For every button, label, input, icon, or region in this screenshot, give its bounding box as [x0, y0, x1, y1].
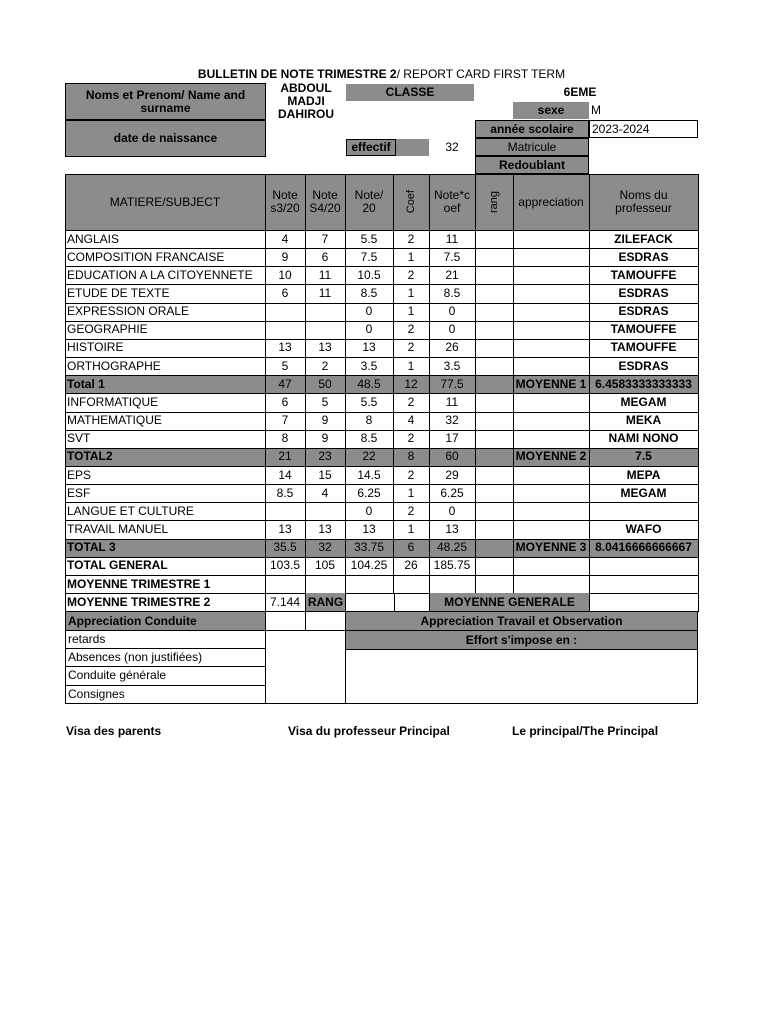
- header-note-s3: Note s3/20: [270, 188, 300, 215]
- cell-coef: 2: [407, 267, 415, 282]
- grid-line: [305, 174, 306, 593]
- cell-s3: 10: [278, 267, 292, 282]
- cell-nc: 17: [445, 431, 459, 446]
- grid-line: [65, 303, 698, 304]
- conduite-box1: [265, 612, 306, 631]
- effectif-gap: [396, 139, 429, 156]
- effort-label: Effort s'impose en :: [345, 630, 698, 650]
- cell-nc: 0: [448, 503, 456, 518]
- cell-note: 6.25: [357, 485, 381, 500]
- cell-s4: 11: [318, 267, 332, 282]
- cell-app: [513, 248, 589, 266]
- cell-s4: 13: [318, 521, 332, 536]
- cell-nc: 11: [445, 231, 459, 246]
- grid-line: [345, 174, 346, 593]
- cell-coef: 1: [407, 358, 415, 373]
- grid-line: [65, 266, 698, 267]
- cell-note: 22: [362, 449, 376, 464]
- grid-line: [65, 520, 698, 521]
- cell-prof: ESDRAS: [618, 358, 669, 373]
- cell-prof: TAMOUFFE: [610, 340, 677, 355]
- cell-rang: [475, 539, 513, 557]
- grid-line: [698, 174, 699, 593]
- cell-prof: MEGAM: [620, 485, 667, 500]
- cell-rang: [475, 448, 513, 466]
- cell-app: [513, 484, 589, 502]
- cell-app: MOYENNE 1: [515, 376, 587, 391]
- header-coef-text: Coef: [404, 190, 417, 214]
- cell-subject: SVT: [67, 431, 91, 446]
- cell-s3: [265, 321, 305, 339]
- cell-subject: GEOGRAPHIE: [67, 322, 148, 337]
- cell-subject: LANGUE ET CULTURE: [67, 503, 194, 518]
- cell-s4: 9: [321, 413, 329, 428]
- cell-nc: 60: [445, 449, 459, 464]
- cell-s3: 47: [278, 376, 292, 391]
- cell-coef: 1: [407, 304, 415, 319]
- grid-line: [65, 412, 698, 413]
- cell-app: [513, 393, 589, 411]
- cell-s3: [265, 502, 305, 520]
- cell-subject: Total 1: [67, 376, 105, 391]
- moy-t2-value: 7.144: [269, 594, 301, 609]
- cell-coef: 2: [407, 467, 415, 482]
- cell-note: 13: [362, 340, 376, 355]
- name-label: Noms et Prenom/ Name and surname: [65, 83, 266, 120]
- rang-label: RANG: [305, 593, 345, 611]
- redoublant-label: Redoublant: [475, 156, 589, 174]
- cell-s3: 14: [278, 467, 292, 482]
- cell-s3: 35.5: [273, 540, 297, 555]
- grades-table: [65, 174, 698, 593]
- cell-nc: 26: [445, 340, 459, 355]
- cell-note: 13: [362, 521, 376, 536]
- cell-nc: 6.25: [440, 485, 464, 500]
- cell-prof: MEGAM: [620, 394, 667, 409]
- cell-app: [513, 357, 589, 375]
- report-title: [65, 67, 698, 81]
- header-note-coef: Note*c oef: [433, 188, 471, 215]
- cell-prof: TAMOUFFE: [610, 267, 677, 282]
- cell-s3: 103.5: [269, 558, 301, 573]
- rang-blank: [395, 593, 429, 612]
- cell-nc: 0: [448, 304, 456, 319]
- cell-subject: MATHEMATIQUE: [67, 413, 162, 428]
- classe-value: 6EME: [563, 84, 597, 99]
- grid-line: [65, 375, 698, 376]
- conduite-item-consignes: Consignes: [65, 685, 266, 704]
- grid-line: [65, 430, 698, 431]
- cell-note: 7.5: [360, 249, 378, 264]
- cell-s4: [305, 321, 345, 339]
- report-title-main: BULLETIN DE NOTE TRIMESTRE 2: [197, 67, 397, 81]
- grid-line: [65, 174, 698, 175]
- cell-rang: [475, 430, 513, 448]
- visa-principal: Le principal/The Principal: [512, 724, 659, 738]
- cell-subject: ANGLAIS: [67, 231, 120, 246]
- cell-s4: 6: [321, 249, 329, 264]
- cell-s3: 8.5: [276, 485, 294, 500]
- cell-app: [513, 230, 589, 248]
- sexe-value: M: [591, 103, 601, 117]
- cell-subject: HISTOIRE: [67, 340, 124, 355]
- header-coef: [393, 174, 429, 230]
- cell-subject: ORTHOGRAPHE: [67, 358, 161, 373]
- cell-s4: 15: [318, 467, 332, 482]
- cell-prof: ZILEFACK: [614, 231, 673, 246]
- cell-coef: 12: [404, 376, 418, 391]
- grid-line: [589, 174, 590, 593]
- cell-subject: TOTAL GENERAL: [67, 558, 168, 573]
- matricule-label: Matricule: [475, 138, 589, 156]
- cell-s4: 32: [318, 540, 332, 555]
- cell-note: 8.5: [360, 286, 378, 300]
- visa-prof-principal: Visa du professeur Principal: [288, 724, 450, 738]
- moy-generale-label: MOYENNE GENERALE: [429, 593, 589, 611]
- cell-note: 10.5: [357, 267, 381, 282]
- cell-rang: [475, 357, 513, 375]
- cell-nc: 21: [445, 267, 459, 282]
- cell-nc: 29: [445, 467, 459, 482]
- cell-app: [513, 303, 589, 321]
- cell-subject: TRAVAIL MANUEL: [67, 521, 169, 536]
- grid-line: [65, 484, 698, 485]
- cell-note: 8.5: [360, 431, 378, 446]
- header-rang-text: rang: [487, 190, 500, 214]
- grid-line: [65, 448, 698, 449]
- conduite-box2: [305, 612, 346, 631]
- cell-note: 14.5: [357, 467, 381, 482]
- cell-note: 5.5: [360, 394, 378, 409]
- grid-line: [475, 174, 476, 593]
- cell-app: [513, 321, 589, 339]
- cell-note: 104.25: [350, 558, 388, 573]
- cell-app: [513, 266, 589, 284]
- cell-s4: 13: [318, 340, 332, 355]
- cell-s4: 5: [321, 394, 329, 409]
- conduite-value-box: [265, 630, 346, 704]
- cell-subject: INFORMATIQUE: [67, 394, 159, 409]
- cell-s4: [305, 502, 345, 520]
- cell-coef: 4: [407, 413, 415, 428]
- cell-rang: [475, 230, 513, 248]
- cell-nc: 0: [448, 322, 456, 337]
- cell-coef: 2: [407, 394, 415, 409]
- cell-coef: 2: [407, 503, 415, 518]
- cell-rang: [475, 375, 513, 393]
- cell-prof: 7.5: [635, 449, 652, 464]
- cell-coef: 2: [407, 231, 415, 246]
- cell-prof: [589, 557, 698, 575]
- cell-note: 0: [365, 503, 373, 518]
- cell-s4: 7: [321, 231, 329, 246]
- cell-rang: [475, 520, 513, 538]
- cell-app: [513, 466, 589, 484]
- grid-line: [65, 502, 698, 503]
- cell-prof: TAMOUFFE: [610, 322, 677, 337]
- cell-prof: MEKA: [625, 413, 662, 428]
- observation-box: [345, 649, 698, 704]
- cell-app: [513, 430, 589, 448]
- cell-prof: 6.4583333333333: [595, 376, 692, 391]
- grid-line: [65, 248, 698, 249]
- cell-s4: 11: [318, 286, 332, 300]
- cell-coef: 1: [407, 521, 415, 536]
- cell-nc: 3.5: [443, 358, 461, 373]
- cell-coef: 26: [404, 558, 418, 573]
- cell-rang: [475, 339, 513, 357]
- cell-rang: [475, 484, 513, 502]
- cell-s3: 13: [278, 340, 292, 355]
- cell-s4: 105: [314, 558, 336, 573]
- cell-coef: 2: [407, 431, 415, 446]
- dob-label: date de naissance: [65, 120, 266, 157]
- cell-prof: NAMI NONO: [608, 431, 679, 446]
- cell-rang: [475, 321, 513, 339]
- cell-app: [513, 339, 589, 357]
- grid-line: [65, 539, 698, 540]
- classe-label: CLASSE: [346, 84, 474, 101]
- cell-s3: 21: [278, 449, 292, 464]
- cell-subject: TOTAL 3: [67, 540, 116, 555]
- cell-subject: TOTAL2: [67, 449, 113, 464]
- cell-nc: 7.5: [443, 249, 461, 264]
- header-note-s4: Note S4/20: [309, 188, 341, 215]
- moy-t1-label: MOYENNE TRIMESTRE 1: [67, 576, 211, 591]
- cell-prof: ESDRAS: [618, 249, 669, 264]
- cell-coef: 2: [407, 322, 415, 337]
- conduite-item-absences: Absences (non justifiées): [65, 648, 266, 667]
- cell-coef: 1: [407, 286, 415, 300]
- cell-nc: 8.5: [443, 286, 461, 300]
- grid-line: [65, 466, 698, 467]
- conduite-item-conduite: Conduite générale: [65, 666, 266, 686]
- grid-line: [65, 339, 698, 340]
- cell-coef: 1: [407, 249, 415, 264]
- effectif-label: effectif: [346, 139, 396, 156]
- cell-app: [513, 557, 589, 575]
- cell-nc: 11: [445, 394, 459, 409]
- grid-line: [65, 557, 698, 558]
- cell-s3: 7: [281, 413, 289, 428]
- cell-note: 33.75: [353, 540, 385, 555]
- cell-coef: 2: [407, 340, 415, 355]
- cell-note: 3.5: [360, 358, 378, 373]
- cell-rang: [475, 266, 513, 284]
- header-professor: Noms du professeur: [615, 188, 672, 215]
- cell-s4: 4: [321, 485, 329, 500]
- cell-prof: WAFO: [625, 521, 662, 536]
- cell-rang: [475, 466, 513, 484]
- grid-line: [513, 174, 514, 593]
- cell-s4: [305, 303, 345, 321]
- grid-line: [65, 357, 698, 358]
- cell-note: 48.5: [357, 376, 381, 391]
- cell-app: [513, 502, 589, 520]
- cell-subject: EDUCATION A LA CITOYENNETE: [67, 267, 253, 282]
- cell-note: 5.5: [360, 231, 378, 246]
- cell-subject: EXPRESSION ORALE: [67, 304, 190, 319]
- cell-nc: 32: [445, 413, 459, 428]
- cell-s3: 13: [278, 521, 292, 536]
- cell-nc: 185.75: [433, 558, 471, 573]
- report-title-sub: / REPORT CARD FIRST TERM: [396, 67, 566, 81]
- conduite-label: Appreciation Conduite: [65, 612, 266, 631]
- moy-t2-label: MOYENNE TRIMESTRE 2: [67, 594, 211, 609]
- cell-note: 8: [365, 413, 373, 428]
- sexe-label: sexe: [513, 102, 589, 119]
- cell-s3: 6: [281, 286, 289, 300]
- cell-prof: [589, 502, 698, 520]
- cell-s4: 23: [318, 449, 332, 464]
- cell-s4: 9: [321, 431, 329, 446]
- cell-coef: 6: [407, 540, 415, 555]
- cell-subject: ETUDE DE TEXTE: [67, 286, 170, 300]
- cell-s4: 2: [321, 358, 329, 373]
- cell-prof: MEPA: [626, 467, 661, 482]
- grid-line: [65, 393, 698, 394]
- cell-rang: [475, 557, 513, 575]
- cell-prof: ESDRAS: [618, 304, 669, 319]
- cell-rang: [475, 303, 513, 321]
- cell-app: [513, 520, 589, 538]
- cell-s4: 50: [318, 376, 332, 391]
- header-appreciation: appreciation: [518, 194, 584, 209]
- cell-app: [513, 284, 589, 302]
- cell-note: 0: [365, 304, 373, 319]
- header-note-20: Note/ 20: [354, 188, 384, 215]
- cell-prof: ESDRAS: [618, 286, 669, 300]
- cell-rang: [475, 284, 513, 302]
- cell-app: [513, 412, 589, 430]
- grid-line: [65, 321, 698, 322]
- cell-rang: [475, 412, 513, 430]
- grid-line: [65, 230, 698, 231]
- header-rang: [475, 174, 513, 230]
- grid-line: [393, 174, 394, 593]
- conduite-item-retards: retards: [65, 630, 266, 649]
- annee-label: année scolaire: [475, 120, 589, 138]
- travail-label: Appreciation Travail et Observation: [345, 612, 698, 631]
- cell-nc: 77.5: [440, 376, 464, 391]
- moy-generale-value: [589, 593, 698, 612]
- visa-parents: Visa des parents: [66, 724, 162, 738]
- cell-coef: 1: [407, 485, 415, 500]
- cell-coef: 8: [407, 449, 415, 464]
- cell-subject: ESF: [67, 485, 91, 500]
- cell-nc: 48.25: [436, 540, 468, 555]
- effectif-value: 32: [445, 140, 459, 154]
- student-name: ABDOUL MADJI DAHIROU: [278, 80, 334, 121]
- cell-note: 0: [365, 322, 373, 337]
- cell-s3: [265, 303, 305, 321]
- cell-prof: 8.0416666666667: [595, 540, 692, 555]
- cell-subject: EPS: [67, 467, 92, 482]
- cell-s3: 9: [281, 249, 289, 264]
- rang-value: [345, 593, 395, 612]
- grid-line: [65, 174, 66, 593]
- cell-app: MOYENNE 2: [515, 449, 587, 464]
- cell-nc: 13: [445, 521, 459, 536]
- cell-s3: 6: [281, 394, 289, 409]
- cell-rang: [475, 393, 513, 411]
- cell-rang: [475, 502, 513, 520]
- cell-app: MOYENNE 3: [515, 540, 587, 555]
- annee-value: 2023-2024: [589, 120, 698, 138]
- header-subject: MATIERE/SUBJECT: [109, 194, 221, 209]
- cell-rang: [475, 248, 513, 266]
- cell-s3: 5: [281, 358, 289, 373]
- cell-subject: COMPOSITION FRANCAISE: [67, 249, 225, 264]
- grid-line: [65, 284, 698, 285]
- cell-s3: 8: [281, 431, 289, 446]
- cell-s3: 4: [281, 231, 289, 246]
- grid-line: [265, 174, 266, 593]
- grid-line: [429, 174, 430, 593]
